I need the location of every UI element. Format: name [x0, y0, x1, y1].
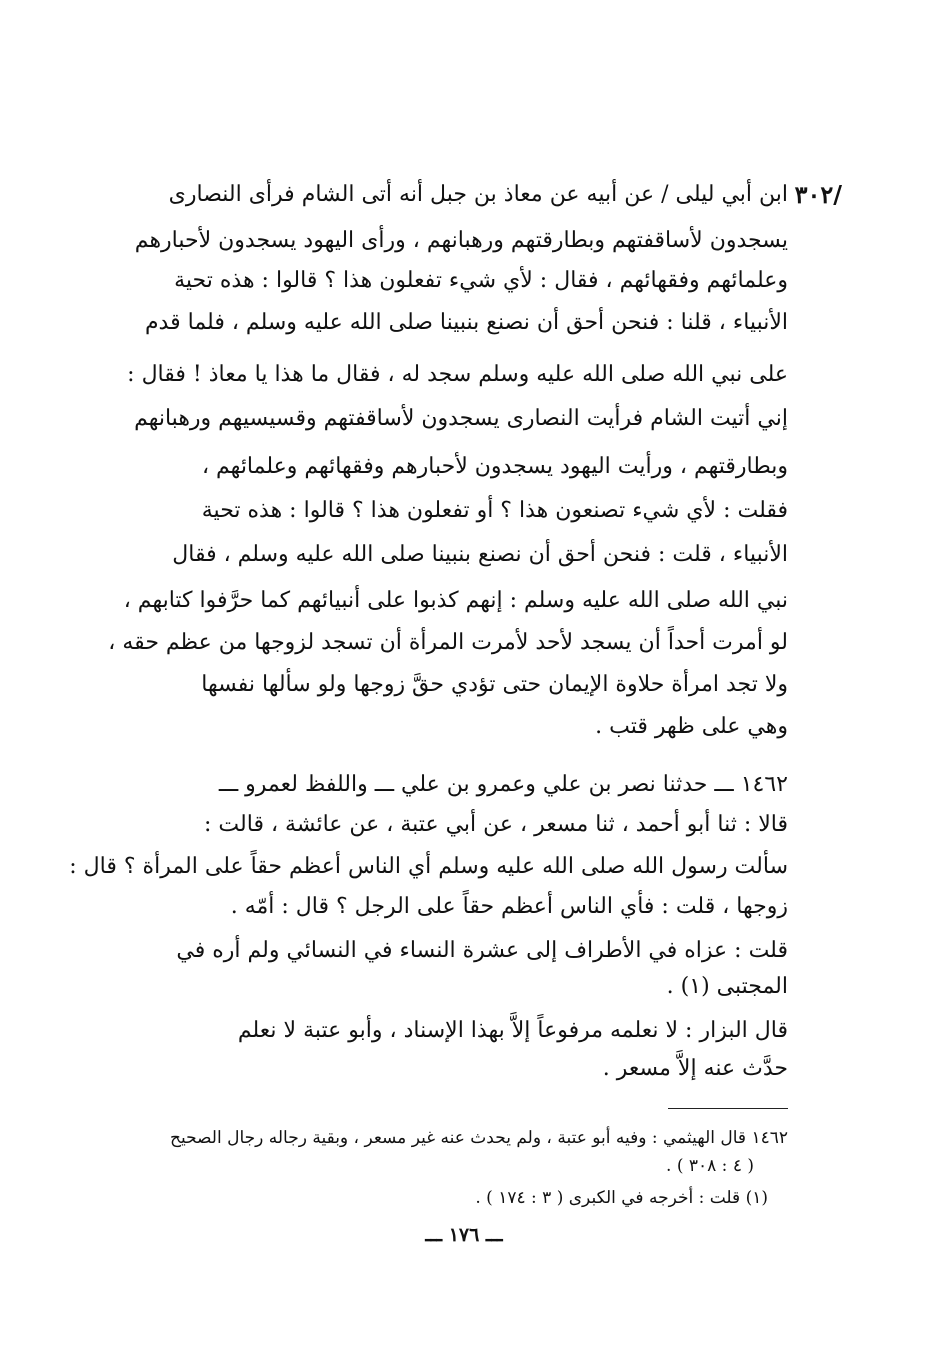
page-number: ـــ ١٧٦ ـــ — [425, 1224, 503, 1246]
text-line-21: حدَّث عنه إلاَّ مسعر . — [602, 1056, 788, 1081]
text-line-3: وعلمائهم وفقهائهم ، فقال : لأي شيء تفعلون هذا ؟ قالوا : هذه تحية — [174, 268, 788, 293]
text-line-15: قالا : ثنا أبو أحمد ، ثنا مسعر ، عن أبي عتبة ، عن عائشة ، قالت : — [204, 812, 788, 837]
text-line-1: ابن أبي ليلى / عن أبيه عن معاذ بن جبل أنه أتى الشام فرأى النصارى — [168, 182, 788, 207]
text-line-20: قال البزار : لا نعلمه مرفوعاً إلاَّ بهذا الإسناد ، وأبو عتبة لا نعلم — [237, 1018, 788, 1043]
text-line-4: الأنبياء ، قلنا : فنحن أحق أن نصنع بنبينا صلى الله عليه وسلم ، فلما قدم — [144, 310, 788, 335]
footnote-line-3: (١) قلت : أخرجه في الكبرى ( ٣ : ١٧٤ ) . — [475, 1188, 768, 1208]
text-line-17: زوجها ، قلت : فأي الناس أعظم حقاً على الرجل ؟ قال : أمّه . — [230, 894, 788, 919]
text-line-6: إني أتيت الشام فرأيت النصارى يسجدون لأساقفتهم وقسيسيهم ورهبانهم — [134, 406, 788, 431]
text-line-11: لو أمرت أحداً أن يسجد لأحد لأمرت المرأة أن تسجد لزوجها من عظم حقه ، — [108, 630, 788, 655]
footnote-divider — [668, 1108, 788, 1109]
text-line-2: يسجدون لأساقفتهم وبطارقتهم ورهبانهم ، ورأى اليهود يسجدون لأحبارهم — [134, 228, 788, 253]
hadith-heading-line: ١٤٦٢ ـــ حدثنا نصر بن علي وعمرو بن علي ـــ واللفظ لعمرو ـــ — [218, 772, 788, 797]
text-line-12: ولا تجد امرأة حلاوة الإيمان حتى تؤدي حقَّ زوجها ولو سألها نفسها — [201, 672, 788, 697]
text-line-5: على نبي الله صلى الله عليه وسلم سجد له ، فقال ما هذا يا معاذ ! فقال : — [127, 362, 788, 387]
text-line-8: فقلت : لأي شيء تصنعون هذا ؟ أو تفعلون هذا ؟ قالوا : هذه تحية — [201, 498, 788, 523]
footnote-line-1: ١٤٦٢ قال الهيثمي : وفيه أبو عتبة ، ولم يحدث عنه غير مسعر ، وبقية رجاله رجال الصحيح — [169, 1128, 788, 1148]
text-line-19: المجتبى (١) . — [666, 974, 788, 999]
footnote-line-2: ( ٤ : ٣٠٨ ) . — [666, 1156, 754, 1176]
text-line-18: قلت : عزاه في الأطراف إلى عشرة النساء في النسائي ولم أره في — [176, 938, 788, 963]
entry-marker: /٣٠٢ — [794, 180, 842, 209]
text-line-9: الأنبياء ، قلت : فنحن أحق أن نصنع بنبينا صلى الله عليه وسلم ، فقال — [172, 542, 788, 567]
text-line-13: وهي على ظهر قتب . — [595, 714, 788, 739]
text-line-16: سألت رسول الله صلى الله عليه وسلم أي الناس أعظم حقاً على المرأة ؟ قال : — [69, 854, 788, 879]
text-line-10: نبي الله صلى الله عليه وسلم : إنهم كذبوا على أنبيائهم كما حرَّفوا كتابهم ، — [123, 588, 788, 613]
text-line-7: وبطارقتهم ، ورأيت اليهود يسجدون لأحبارهم وفقهائهم وعلمائهم ، — [201, 454, 788, 479]
